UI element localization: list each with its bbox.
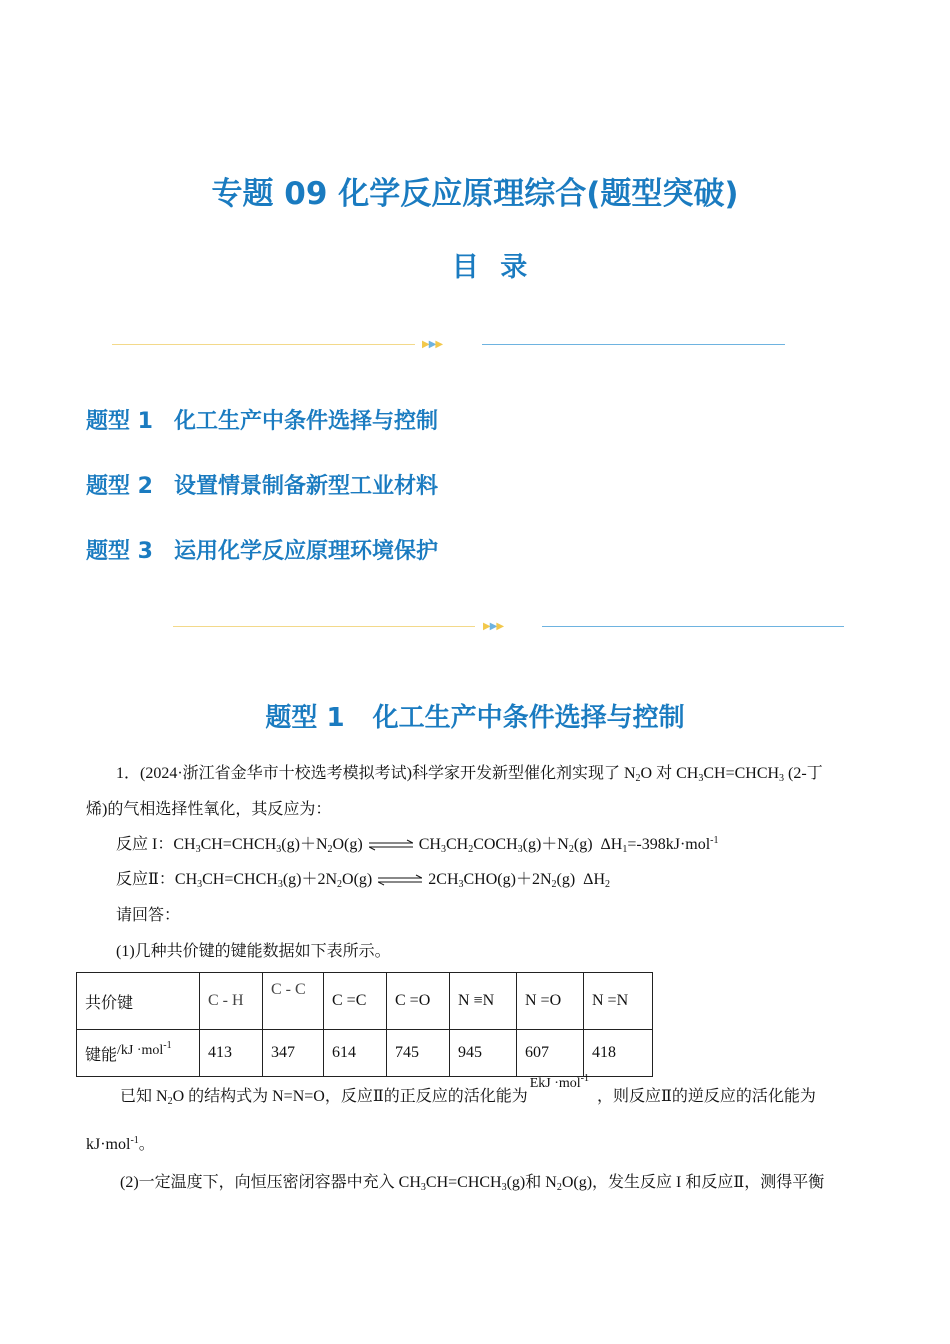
known-text-b: O 的结构式为 N=N=O，反应Ⅱ的正反应的活化能为 (172, 1088, 528, 1105)
toc-item-num: 题型 1 (86, 409, 153, 434)
activation-energy-unit: EkJ ·mol (529, 1076, 581, 1091)
bond-energy-table (76, 972, 653, 1077)
table-row (77, 1030, 653, 1077)
unit-text: kJ·mol (86, 1136, 131, 1153)
equilibrium-arrow-icon (369, 839, 413, 851)
known-text-line2: kJ·mol$^{-1}$。 (86, 1135, 155, 1153)
table-cell: 614 (324, 1030, 387, 1077)
table-row (77, 973, 653, 1030)
divider-top (0, 338, 950, 352)
table-cell: 745 (387, 1030, 450, 1077)
intro-text: O 对 CH (640, 765, 699, 782)
arrows-icon: ▶▶▶ (483, 621, 504, 632)
arrows-icon: ▶▶▶ (422, 339, 443, 350)
delta-h-value: =-398kJ·mol (627, 836, 711, 853)
table-cell: 键能/kJ ·mol$^{-1}$ (77, 1030, 200, 1077)
table-cell: C - H (200, 973, 263, 1030)
toc-item-num: 题型 3 (86, 539, 153, 564)
intro-text: 1．(2024·浙江省金华市十校选考模拟考试)科学家开发新型催化剂实现了 N (116, 765, 636, 782)
intro-text: CH=CHCH (703, 765, 780, 782)
table-cell: N =N (584, 973, 653, 1030)
known-text: 已知 $N_2O$ 的结构式为 N=N=O，反应Ⅱ的正反应的活化能为EkJ ·mol$^{-1}$，则反应Ⅱ的逆反应的活化能为 (120, 1073, 816, 1107)
question-intro: 1．(2024·浙江省金华市十校选考模拟考试)科学家开发新型催化剂实现了 $N_2O$ 对 $CH_3CH=CHCH_3$ (2-丁 (116, 765, 823, 784)
toc-item-3[interactable] (86, 534, 438, 565)
table-cell: 413 (200, 1030, 263, 1077)
section-title (0, 697, 950, 734)
reaction-label: 反应 I： (116, 836, 174, 853)
ask-text: 请回答： (116, 907, 181, 924)
table-cell: 418 (584, 1030, 653, 1077)
table-cell: N =O (517, 973, 584, 1030)
known-text-c: ，则反应Ⅱ的逆反应的活化能为 (597, 1088, 816, 1105)
table-cell: 共价键 (77, 973, 200, 1030)
part1-text: (1)几种共价键的键能数据如下表所示。 (116, 943, 391, 960)
reaction-1: 反应 I：$CH_3CH=CHCH_3(g)+N_2O(g)$ $CH_3CH_2COCH_3(g)+N_2(g)$ $\Delta H_1=-398kJ\cdot mol^{-1}$ (116, 835, 719, 855)
period: 。 (138, 1136, 155, 1153)
table-cell: 607 (517, 1030, 584, 1077)
part2-text-c: (g)和 N (506, 1174, 557, 1191)
intro-text: (2-丁 (784, 765, 823, 782)
row-label: 键能 (85, 1046, 118, 1064)
toc-item-2[interactable] (86, 469, 438, 500)
delta-h: ΔH (600, 836, 623, 853)
section-label: 化工生产中条件选择与控制 (372, 703, 685, 733)
toc-item-label: 设置情景制备新型工业材料 (174, 474, 439, 499)
table-cell: N ≡N (450, 973, 517, 1030)
section-num: 题型 1 (265, 703, 345, 733)
part2-text-a: (2)一定温度下，向恒压密闭容器中充入 CH (120, 1174, 421, 1191)
part2-text: (2)一定温度下，向恒压密闭容器中充入 $CH_3CH=CHCH_3(g)$和 $N_2O(g)$，发生反应 I 和反应Ⅱ，测得平衡 (120, 1174, 825, 1193)
table-cell: 945 (450, 1030, 517, 1077)
table-cell: C - C (263, 973, 324, 1030)
document-title: 专题 09 化学反应原理综合(题型突破) (211, 176, 739, 212)
toc-title: 目 录 (451, 252, 534, 283)
toc-item-label: 运用化学反应原理环境保护 (174, 539, 439, 564)
toc-item-label: 化工生产中条件选择与控制 (174, 409, 439, 434)
toc-item-1[interactable] (86, 404, 438, 435)
question-intro-line2: 烯)的气相选择性氧化，其反应为： (86, 801, 332, 818)
reaction-label: 反应Ⅱ： (116, 871, 175, 888)
equilibrium-arrow-icon (378, 874, 422, 886)
known-text-a: 已知 N (120, 1088, 168, 1105)
table-cell: C =O (387, 973, 450, 1030)
row-unit: /kJ ·mol (117, 1042, 164, 1058)
delta-h: ΔH (583, 871, 605, 888)
table-cell: 347 (263, 1030, 324, 1077)
table-cell: C =C (324, 973, 387, 1030)
part2-text-d: O(g)，发生反应 I 和反应Ⅱ，测得平衡 (561, 1174, 825, 1191)
reaction-2: 反应Ⅱ：$CH_3CH=CHCH_3(g)+2N_2O(g)$ $2CH_3CHO(g)+2N_2(g)$ $\Delta H_2$ (116, 871, 610, 890)
part2-text-b: CH=CHCH (425, 1174, 502, 1191)
divider-bottom (0, 620, 950, 634)
toc-item-num: 题型 2 (86, 474, 153, 499)
